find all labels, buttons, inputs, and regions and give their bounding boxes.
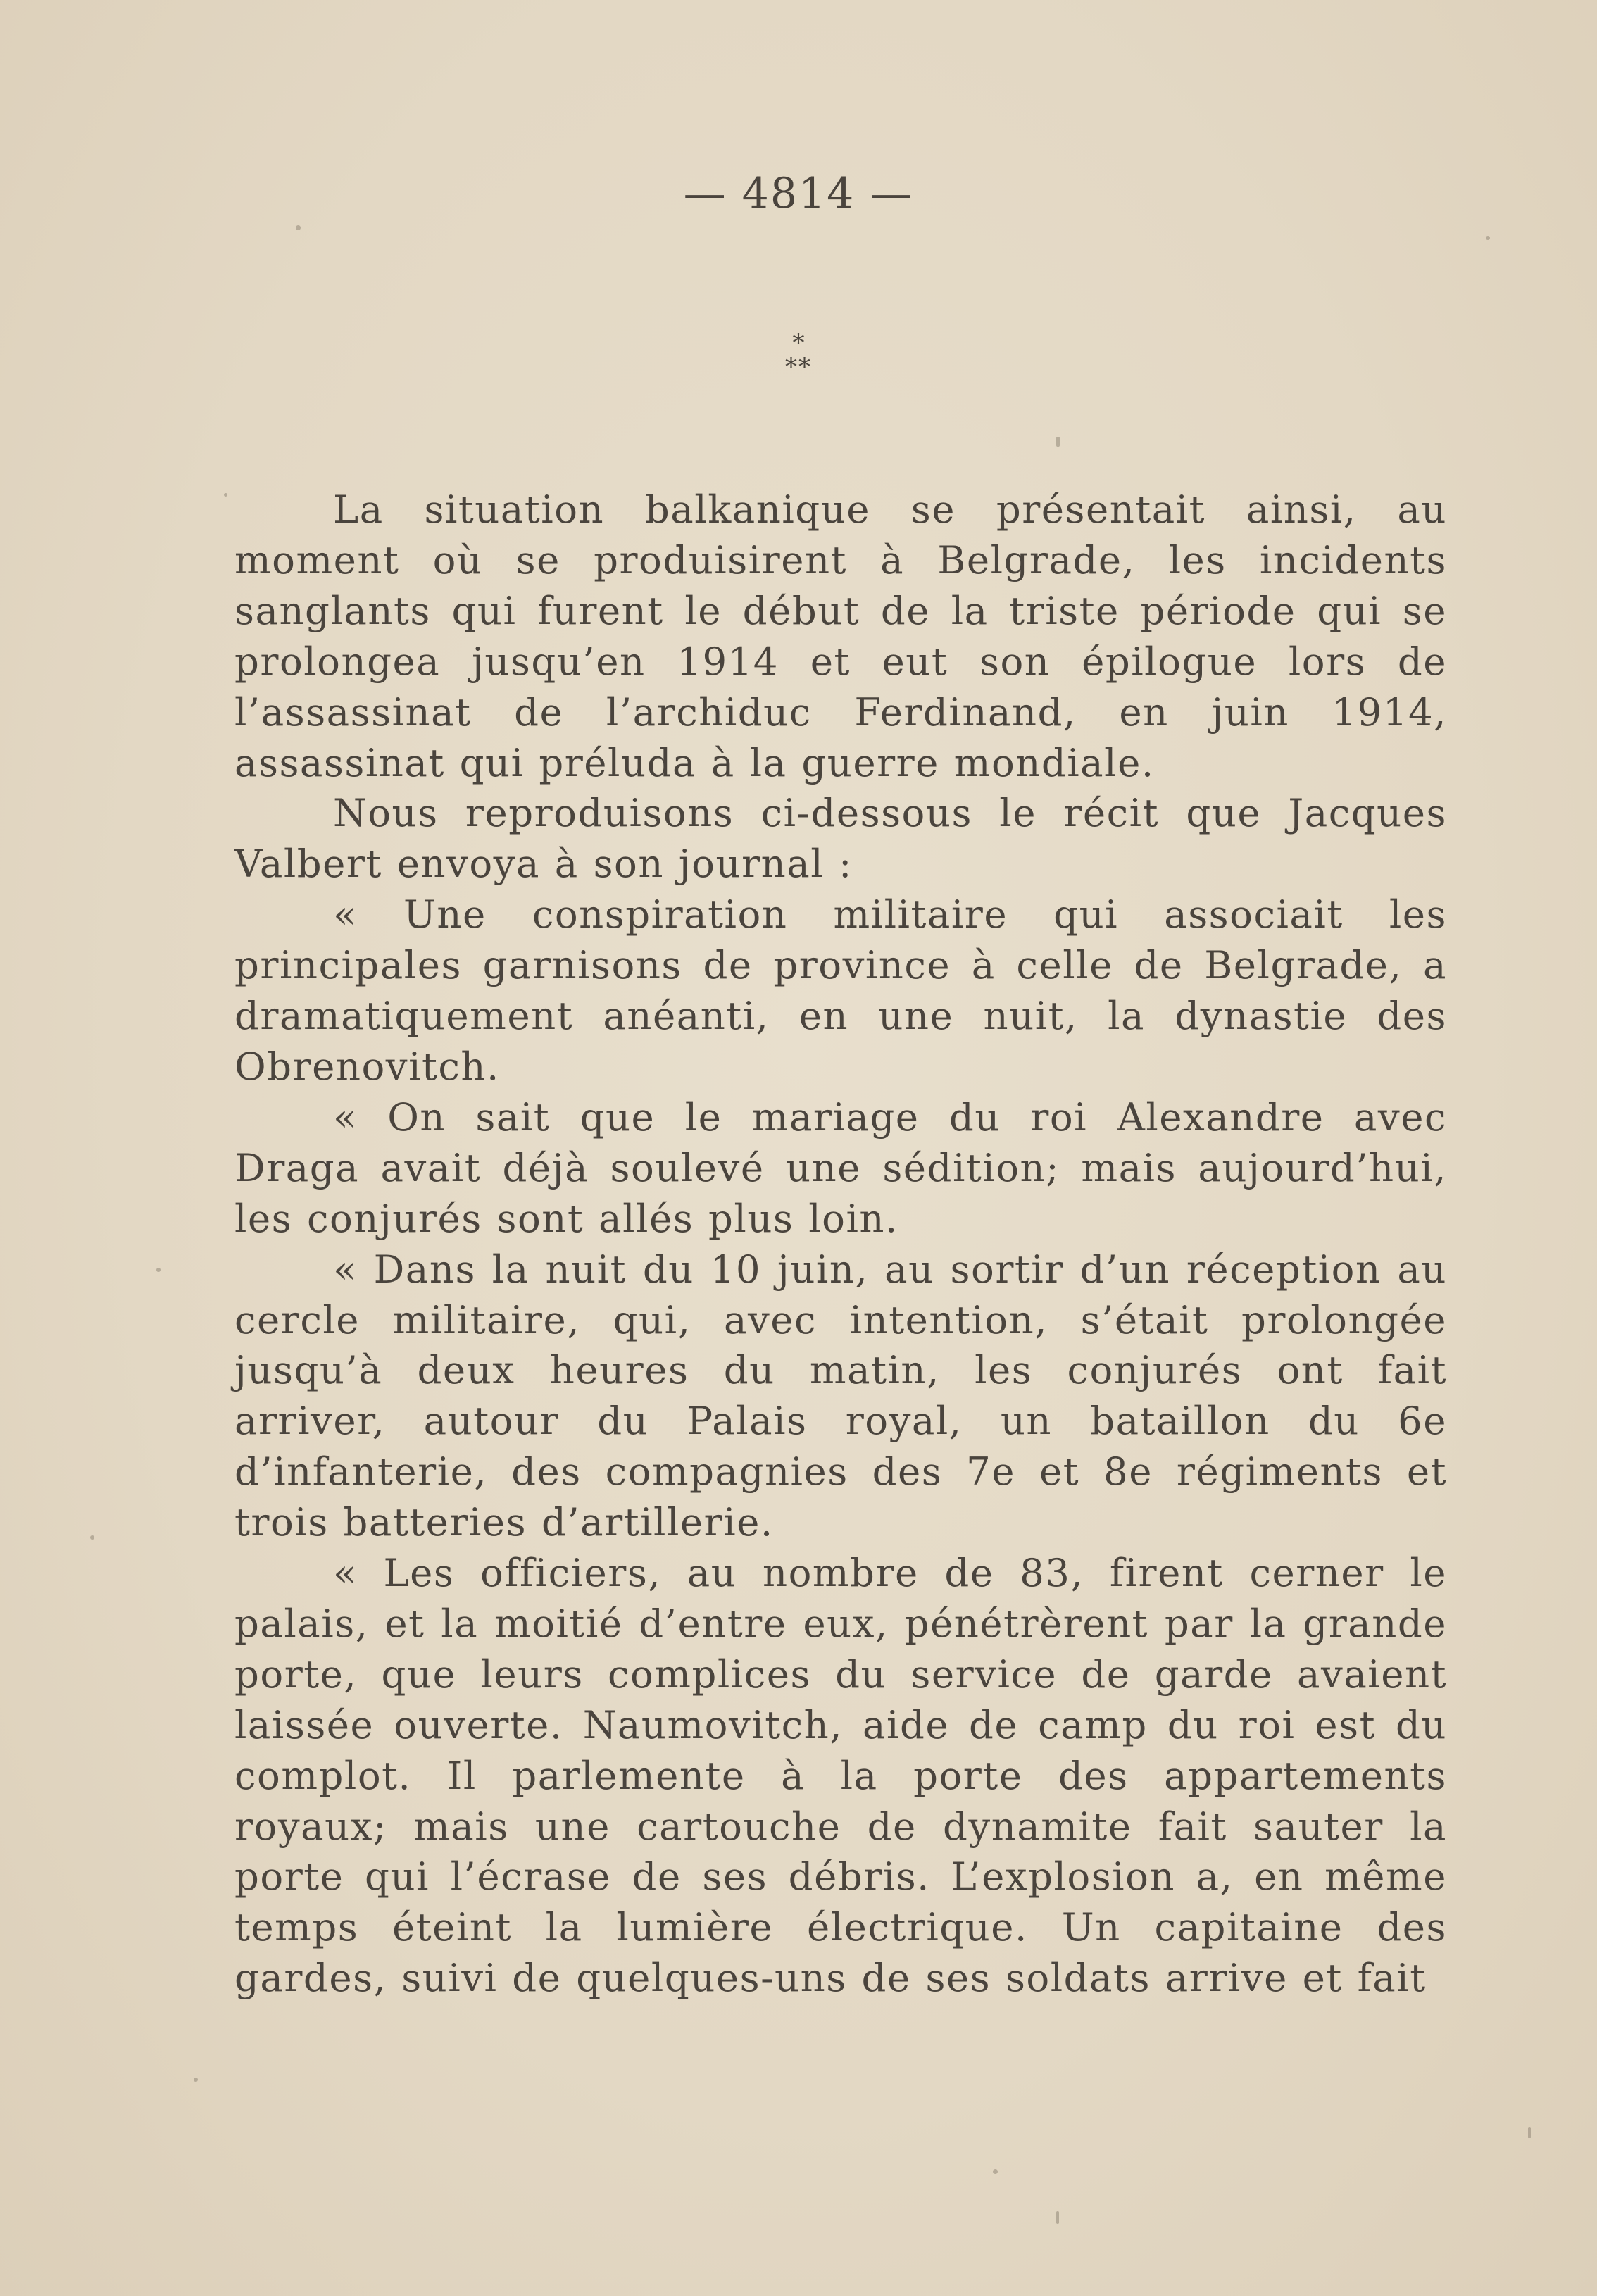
asterism-bottom: ** [785, 353, 812, 381]
paper-speck [224, 493, 227, 497]
paper-speck [993, 2169, 998, 2174]
paper-speck [296, 225, 301, 230]
paragraph-2: Nous reproduisons ci-dessous le récit que Jacques Valbert envoya à son journal : [234, 790, 1447, 887]
paragraph-1: La situation balkanique se présentait ainsi, au moment où se produisirent à Belgrade, les incidents sanglants qui furent le début de la triste période qui se prolongea jusqu’en 1914 et eut son épilogue lors de l’assassinat de l’archiduc Ferdinand, en juin 1914, assassinat qui préluda à la guerre mondiale. [234, 487, 1447, 785]
paper-speck [1528, 2127, 1531, 2138]
asterism-ornament [770, 331, 827, 387]
asterism-top: * [792, 329, 805, 357]
paragraph-6: « Les officiers, au nombre de 83, firent cerner le palais, et la moitié d’entre eux, pénétrèrent par la grande porte, que leurs complices du service de garde avaient laissée ouverte. Naumovitch, aide de camp du roi est du complot. Il parlemente à la porte des appartements royaux; mais une cartouche de dynamite fait sauter la porte qui l’écrase de ses débris. L’explosion a, en même temps éteint la lumière électrique. Un capitaine des gardes, suivi de quelques-uns de ses soldats arrive et fait [234, 1550, 1447, 2001]
paper-speck [90, 1535, 94, 1540]
paragraph-3: « Une conspiration militaire qui associait les principales garnisons de province à celle de Belgrade, a dramatiquement anéanti, en une nuit, la dynastie des Obrenovitch. [234, 892, 1447, 1089]
paper-speck [1056, 437, 1060, 447]
paper-speck [156, 1268, 161, 1272]
body-text [234, 485, 1447, 2004]
page-number: — 4814 — [683, 169, 914, 218]
paper-speck [1486, 236, 1490, 240]
paragraph-5: « Dans la nuit du 10 juin, au sortir d’un réception au cercle militaire, qui, avec intention, s’était prolongée jusqu’à deux heures du matin, les conjurés ont fait arriver, autour du Palais royal, un bataillon du 6e d’infanterie, des compagnies des 7e et 8e régiments et trois batteries d’artillerie. [234, 1246, 1447, 1545]
paragraph-4: « On sait que le mariage du roi Alexandre avec Draga avait déjà soulevé une sédition; mais aujourd’hui, les conjurés sont allés plus loin. [234, 1094, 1447, 1241]
paper-speck [1056, 2211, 1059, 2224]
paper-speck [194, 2078, 198, 2082]
